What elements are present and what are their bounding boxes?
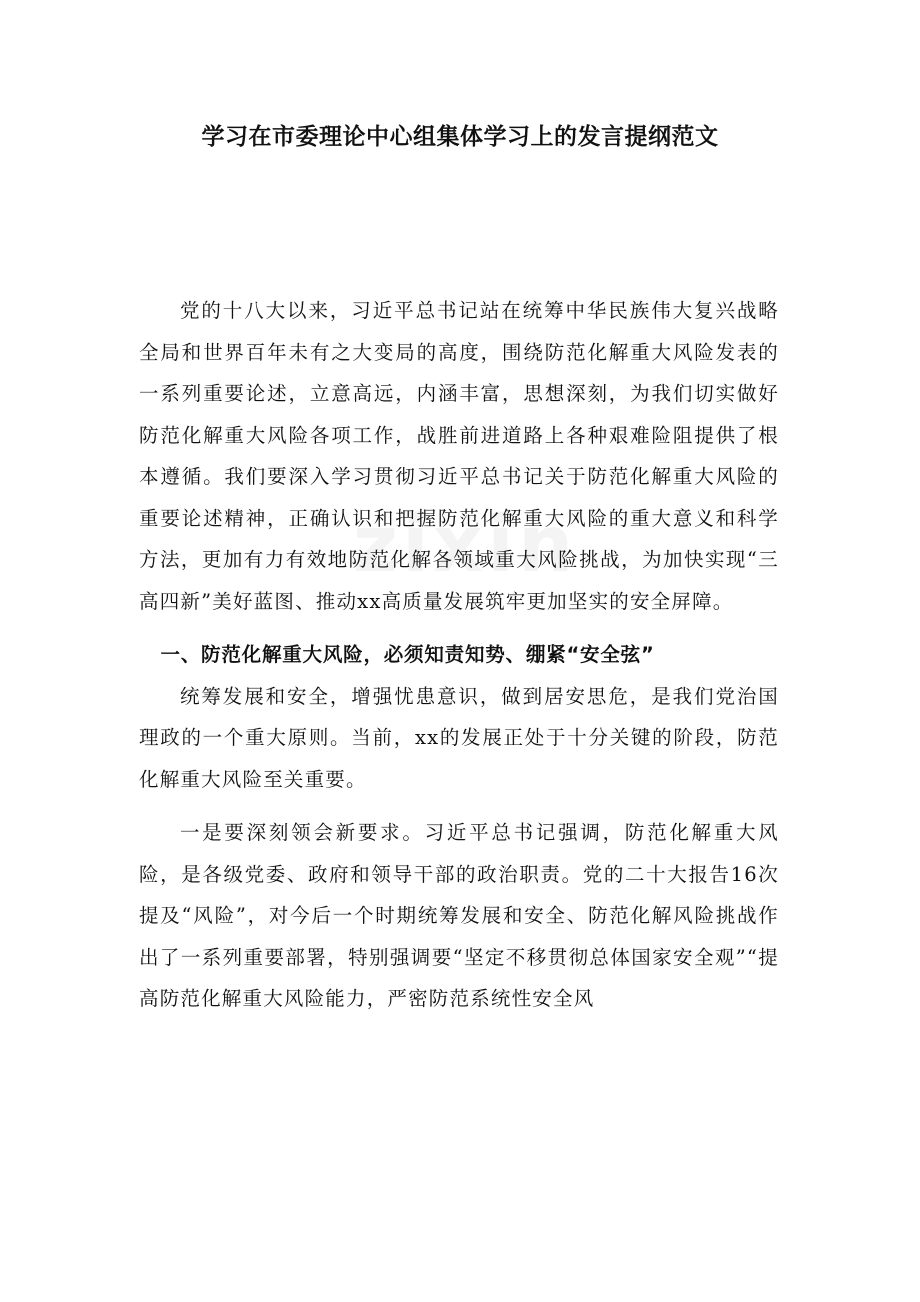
document-title: 学习在市委理论中心组集体学习上的发言提纲范文: [201, 124, 719, 150]
document-body: [139, 290, 779, 1020]
intro-paragraph: 党的十八大以来，习近平总书记站在统筹中华民族伟大复兴战略全局和世界百年未有之大变局的高度，围绕防范化解重大风险发表的一系列重要论述，立意高远，内涵丰富，思想深刻，为我们切实做好防范化解重大风险各项工作，战胜前进道路上各种艰难险阻提供了根本遵循。我们要深入学习贯彻习近平总书记关于防范化解重大风险的重要论述精神，正确认识和把握防范化解重大风险的重大意义和科学方法，更加有力有效地防范化解各领域重大风险挑战，为加快实现“三高四新”美好蓝图、推动xx高质量发展筑牢更加坚实的安全屏障。: [139, 299, 779, 613]
section-heading: 一、防范化解重大风险，必须知责知势、绷紧“安全弦”: [160, 643, 655, 666]
section-paragraph: 一是要深刻领会新要求。习近平总书记强调，防范化解重大风险，是各级党委、政府和领导干部的政治职责。党的二十大报告16次提及“风险”，对今后一个时期统筹发展和安全、防范化解风险挑战作出了一系列重要部署，特别强调要“坚定不移贯彻总体国家安全观”“提高防范化解重大风险能力，严密防范系统性安全风: [139, 821, 779, 1010]
section-paragraph: 统筹发展和安全，增强忧患意识，做到居安思危，是我们党治国理政的一个重大原则。当前，xx的发展正处于十分关键的阶段，防范化解重大风险至关重要。: [139, 684, 779, 791]
